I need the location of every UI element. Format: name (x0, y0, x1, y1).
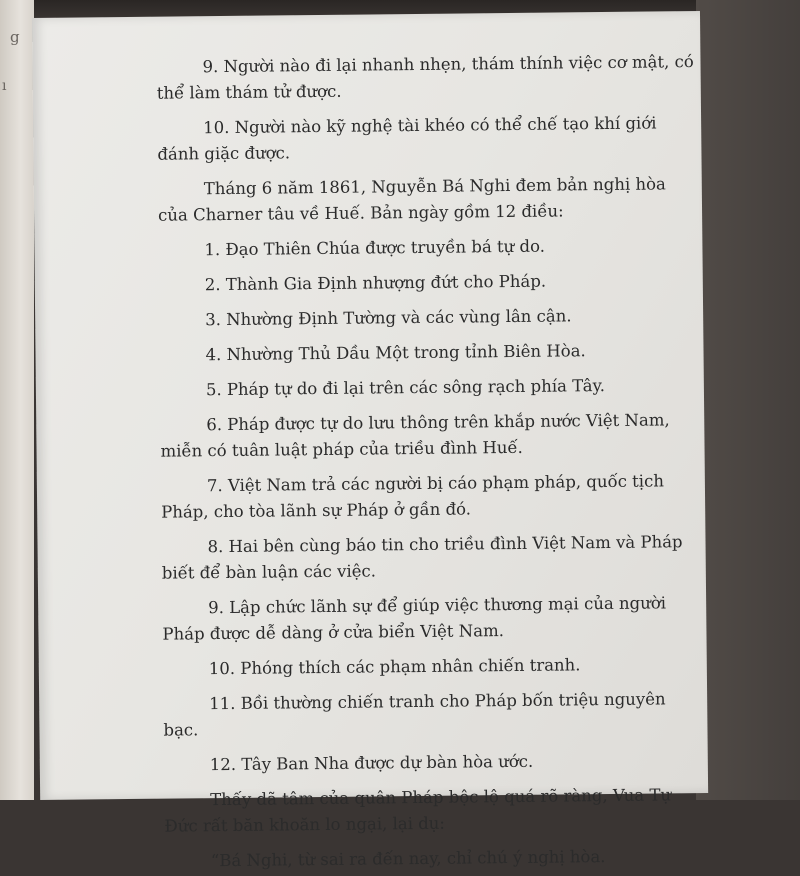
paragraph: 9. Người nào đi lại nhanh nhẹn, thám thính việc cơ mật, có thể làm thám tử được. (156, 52, 694, 103)
list-item: 11. Bồi thường chiến tranh cho Pháp bốn triệu nguyên bạc. (163, 689, 666, 740)
facing-page-edge (0, 0, 34, 800)
quote-paragraph: “Bá Nghi, từ sai ra đến nay, chỉ chú ý nghị hòa. (210, 847, 606, 871)
edge-glyph: ı (2, 78, 7, 94)
list-item: 7. Việt Nam trả các người bị cáo phạm pháp, quốc tịch Pháp, cho tòa lãnh sự Pháp ở gần đó. (161, 471, 664, 522)
list-item: 5. Pháp tự do đi lại trên các sông rạch phía Tây. (205, 376, 605, 400)
list-item: 1. Đạo Thiên Chúa được truyền bá tự do. (204, 236, 546, 260)
list-item: 4. Nhường Thủ Dầu Một trong tỉnh Biên Hòa. (205, 341, 586, 365)
paragraph: Thấy dã tâm của quân Pháp bộc lộ quá rõ ràng, Vua Tự Đức rất băn khoăn lo ngại, lại dụ: (164, 785, 672, 836)
list-item: 9. Lập chức lãnh sự để giúp việc thương mại của người Pháp được dễ dàng ở cửa biển Việt Nam. (162, 593, 667, 644)
list-item: 3. Nhường Định Tường và các vùng lân cận. (205, 306, 572, 330)
book-page (32, 11, 708, 871)
list-item: 10. Phóng thích các phạm nhân chiến tranh. (208, 655, 581, 679)
edge-glyph: g (10, 28, 20, 46)
paragraph: Tháng 6 năm 1861, Nguyễn Bá Nghi đem bản nghị hòa của Charner tâu về Huế. Bản ngày gồm 12 điều: (157, 174, 666, 225)
list-item: 8. Hai bên cùng báo tin cho triều đình Việt Nam và Pháp biết để bàn luận các việc. (161, 532, 683, 583)
paragraph: 10. Người nào kỹ nghệ tài khéo có thể chế tạo khí giới đánh giặc được. (157, 113, 657, 164)
background-right (696, 0, 800, 800)
page-text (156, 49, 705, 875)
list-item: 6. Pháp được tự do lưu thông trên khắp nước Việt Nam, miễn có tuân luật pháp của triều đình Huế. (160, 410, 670, 461)
list-item: 2. Thành Gia Định nhượng đứt cho Pháp. (204, 271, 547, 295)
list-item: 12. Tây Ban Nha được dự bàn hòa ước. (209, 751, 534, 775)
